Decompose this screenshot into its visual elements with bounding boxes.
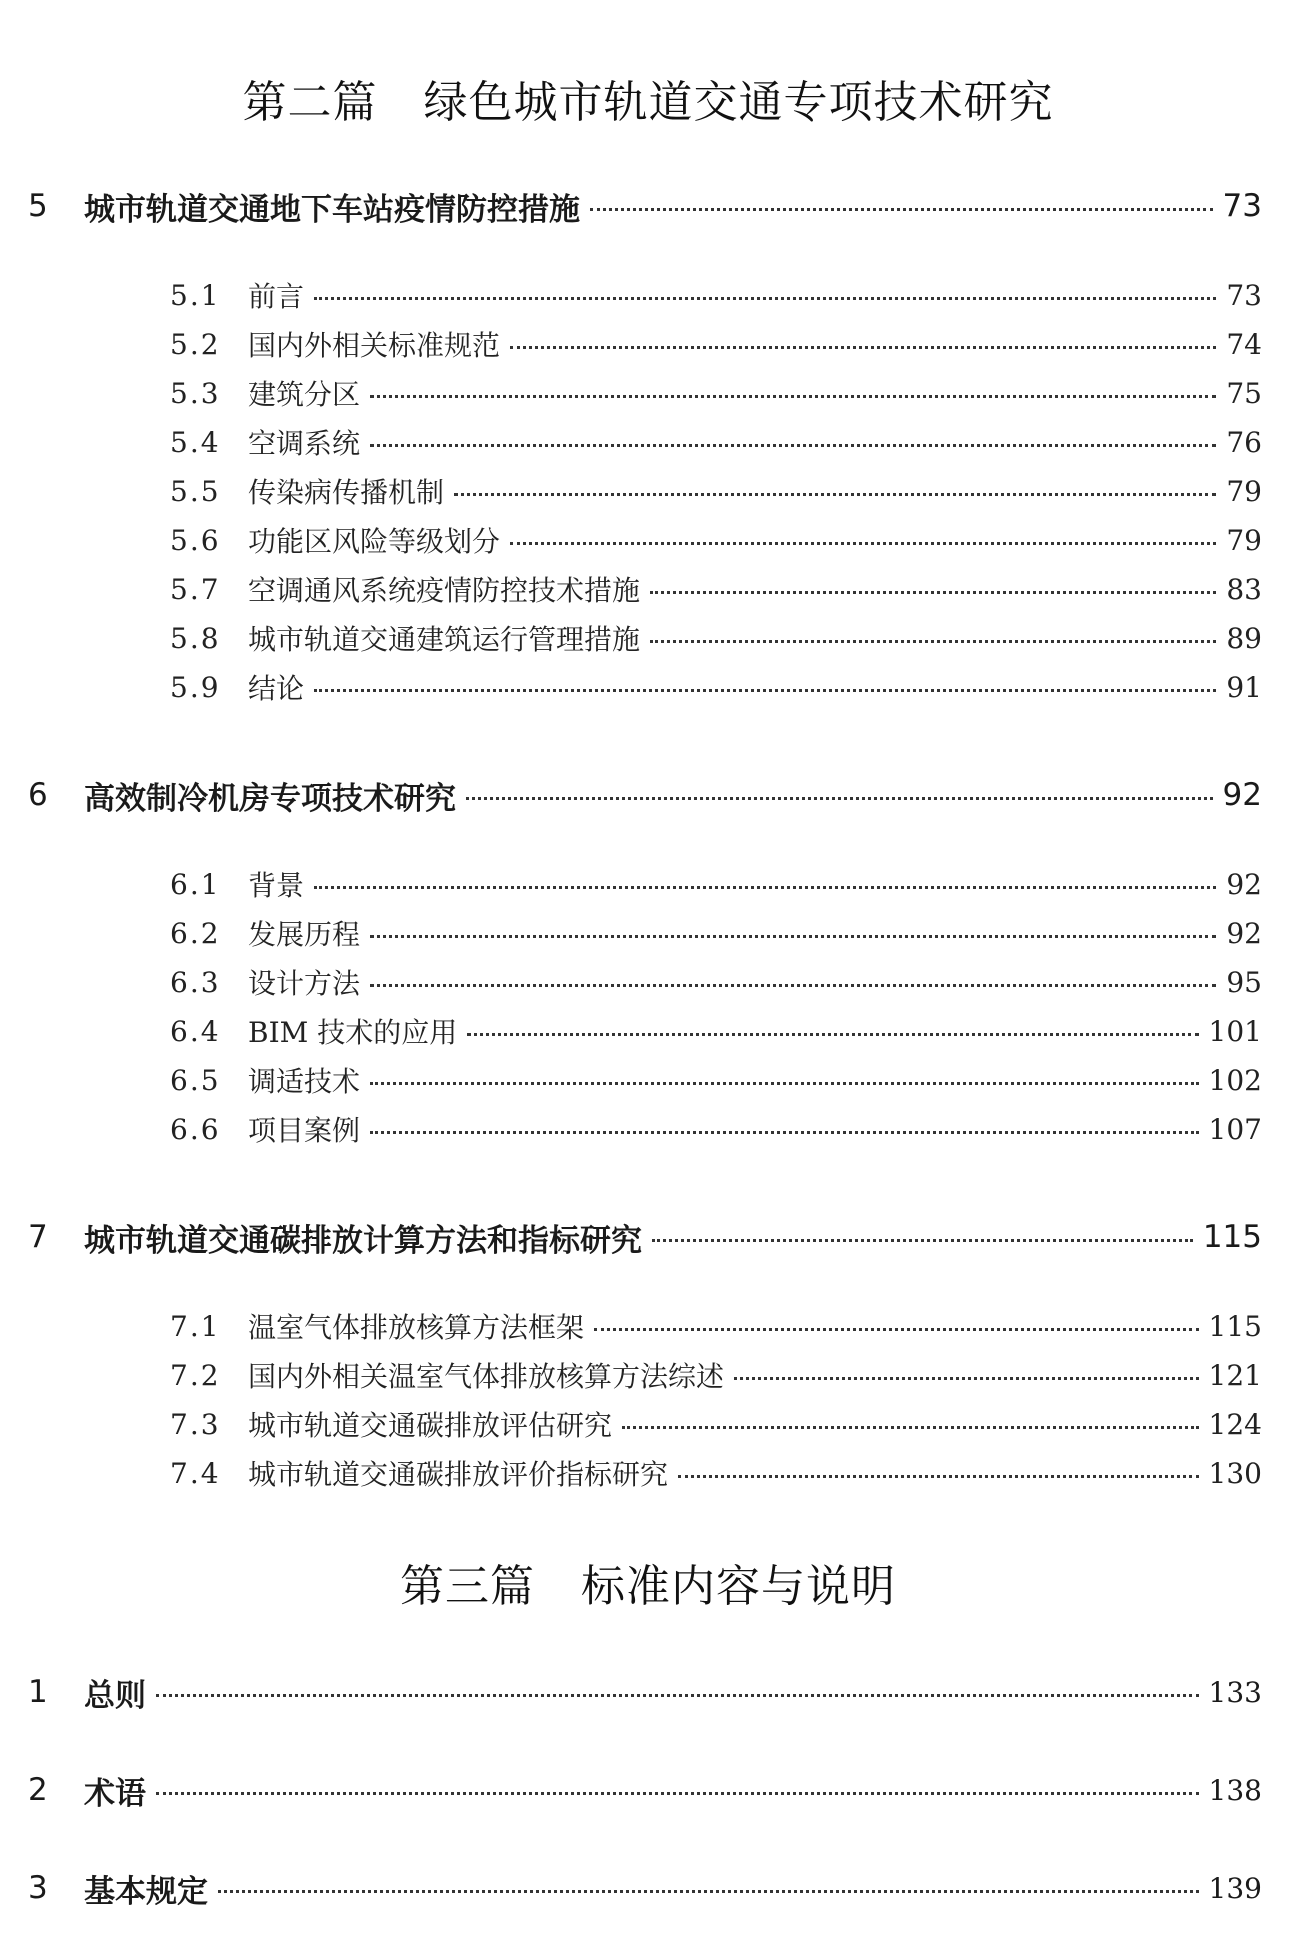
dot-leader <box>370 1129 1199 1134</box>
toc-section-5-9[interactable] <box>170 667 1262 707</box>
section-title: 背景 <box>248 869 305 902</box>
section-title: 前言 <box>248 280 305 313</box>
toc-section-7-3[interactable] <box>170 1404 1262 1444</box>
dot-leader <box>314 884 1216 889</box>
section-title: 建筑分区 <box>248 378 361 411</box>
section-number: 5.7 <box>170 572 221 606</box>
section-page: 102 <box>1208 1063 1262 1097</box>
section-title: 项目案例 <box>248 1114 361 1147</box>
section-title: 城市轨道交通建筑运行管理措施 <box>248 623 641 656</box>
toc-section-6-6[interactable] <box>170 1109 1262 1149</box>
section-title: 城市轨道交通碳排放评估研究 <box>248 1409 613 1442</box>
dot-leader <box>370 393 1216 398</box>
section-page: 101 <box>1208 1014 1262 1048</box>
section-title: 调适技术 <box>248 1065 361 1098</box>
toc-chapter-2[interactable] <box>28 1768 1262 1812</box>
toc-section-6-3[interactable] <box>170 962 1262 1002</box>
part-title <box>0 1550 1296 1614</box>
part-number: 第二篇 <box>242 77 378 128</box>
chapter-page: 73 <box>1222 188 1262 224</box>
section-page: 91 <box>1226 670 1262 704</box>
section-page: 92 <box>1226 916 1262 950</box>
toc-chapter-5[interactable] <box>28 184 1262 228</box>
section-title: 传染病传播机制 <box>248 476 445 509</box>
section-page: 74 <box>1226 327 1262 361</box>
toc-section-6-4[interactable] <box>170 1011 1262 1051</box>
section-number: 5.9 <box>170 670 221 704</box>
toc-section-5-1[interactable] <box>170 275 1262 315</box>
section-number: 6.2 <box>170 916 221 950</box>
section-title: 空调系统 <box>248 427 361 460</box>
dot-leader <box>734 1375 1199 1380</box>
section-title: 城市轨道交通碳排放评价指标研究 <box>248 1458 669 1491</box>
section-title: 功能区风险等级划分 <box>248 525 501 558</box>
chapter-page: 115 <box>1202 1219 1262 1255</box>
chapter-number: 1 <box>28 1674 48 1710</box>
section-page: 79 <box>1226 523 1262 557</box>
dot-leader <box>594 1326 1199 1331</box>
dot-leader <box>314 295 1216 300</box>
dot-leader <box>370 442 1216 447</box>
toc-section-5-3[interactable] <box>170 373 1262 413</box>
chapter-number: 5 <box>28 188 48 224</box>
dot-leader <box>510 344 1216 349</box>
dot-leader <box>370 1080 1199 1085</box>
section-title: 国内外相关标准规范 <box>248 329 501 362</box>
section-number: 5.4 <box>170 425 221 459</box>
chapter-page: 92 <box>1222 777 1262 813</box>
chapter-number: 3 <box>28 1870 48 1906</box>
part-name: 绿色城市轨道交通专项技术研究 <box>423 77 1054 128</box>
section-number: 5.2 <box>170 327 221 361</box>
section-page: 79 <box>1226 474 1262 508</box>
dot-leader <box>466 795 1213 800</box>
toc-section-5-8[interactable] <box>170 618 1262 658</box>
toc-section-5-5[interactable] <box>170 471 1262 511</box>
section-page: 124 <box>1208 1407 1262 1441</box>
toc-chapter-6[interactable] <box>28 773 1262 817</box>
toc-section-6-5[interactable] <box>170 1060 1262 1100</box>
toc-section-5-4[interactable] <box>170 422 1262 462</box>
dot-leader <box>156 1692 1199 1697</box>
section-page: 83 <box>1226 572 1262 606</box>
dot-leader <box>156 1790 1199 1795</box>
chapter-number: 7 <box>28 1219 48 1255</box>
dot-leader <box>370 933 1216 938</box>
toc-chapter-1[interactable] <box>28 1670 1262 1714</box>
toc-section-7-4[interactable] <box>170 1453 1262 1493</box>
section-number: 6.3 <box>170 965 221 999</box>
section-page: 89 <box>1226 621 1262 655</box>
chapter-title: 术语 <box>84 1775 146 1812</box>
dot-leader <box>650 638 1216 643</box>
toc-section-7-1[interactable] <box>170 1306 1262 1346</box>
toc-section-5-6[interactable] <box>170 520 1262 560</box>
dot-leader <box>454 491 1216 496</box>
part-name: 标准内容与说明 <box>581 1561 896 1612</box>
section-number: 7.2 <box>170 1358 221 1392</box>
chapter-page: 139 <box>1208 1871 1262 1905</box>
chapter-number: 6 <box>28 777 48 813</box>
dot-leader <box>652 1237 1193 1242</box>
section-number: 5.1 <box>170 278 221 312</box>
section-number: 7.4 <box>170 1456 221 1490</box>
dot-leader <box>510 540 1216 545</box>
toc-chapter-3[interactable] <box>28 1866 1262 1910</box>
section-title: 温室气体排放核算方法框架 <box>248 1311 585 1344</box>
toc-section-6-2[interactable] <box>170 913 1262 953</box>
section-number: 6.1 <box>170 867 221 901</box>
section-page: 95 <box>1226 965 1262 999</box>
section-number: 7.1 <box>170 1309 221 1343</box>
section-page: 130 <box>1208 1456 1262 1490</box>
section-page: 121 <box>1208 1358 1262 1392</box>
section-title: 国内外相关温室气体排放核算方法综述 <box>248 1360 725 1393</box>
dot-leader <box>314 687 1216 692</box>
section-title: 设计方法 <box>248 967 361 1000</box>
dot-leader <box>590 206 1213 211</box>
chapter-title: 城市轨道交通碳排放计算方法和指标研究 <box>84 1222 642 1259</box>
section-page: 107 <box>1208 1112 1262 1146</box>
section-number: 5.5 <box>170 474 221 508</box>
section-title: 发展历程 <box>248 918 361 951</box>
chapter-number: 2 <box>28 1772 48 1808</box>
toc-section-5-2[interactable] <box>170 324 1262 364</box>
dot-leader <box>650 589 1216 594</box>
dot-leader <box>622 1424 1199 1429</box>
toc-section-5-7[interactable] <box>170 569 1262 609</box>
chapter-title: 高效制冷机房专项技术研究 <box>84 780 456 817</box>
toc-section-6-1[interactable] <box>170 864 1262 904</box>
section-page: 75 <box>1226 376 1262 410</box>
section-number: 6.5 <box>170 1063 221 1097</box>
section-page: 76 <box>1226 425 1262 459</box>
chapter-title: 基本规定 <box>84 1873 208 1910</box>
chapter-title: 城市轨道交通地下车站疫情防控措施 <box>84 191 580 228</box>
toc-section-7-2[interactable] <box>170 1355 1262 1395</box>
section-number: 5.8 <box>170 621 221 655</box>
chapter-page: 133 <box>1208 1675 1262 1709</box>
toc-chapter-7[interactable] <box>28 1215 1262 1259</box>
section-title: 结论 <box>248 672 305 705</box>
section-number: 5.6 <box>170 523 221 557</box>
section-title: 空调通风系统疫情防控技术措施 <box>248 574 641 607</box>
section-page: 115 <box>1208 1309 1262 1343</box>
chapter-page: 138 <box>1208 1773 1262 1807</box>
dot-leader <box>467 1031 1198 1036</box>
section-page: 92 <box>1226 867 1262 901</box>
section-page: 73 <box>1226 278 1262 312</box>
section-number: 7.3 <box>170 1407 221 1441</box>
part-title <box>0 66 1296 130</box>
dot-leader <box>218 1888 1199 1893</box>
section-number: 6.6 <box>170 1112 221 1146</box>
chapter-title: 总则 <box>84 1677 146 1714</box>
section-title: BIM 技术的应用 <box>248 1016 458 1049</box>
dot-leader <box>370 982 1216 987</box>
dot-leader <box>678 1473 1199 1478</box>
section-number: 6.4 <box>170 1014 221 1048</box>
section-number: 5.3 <box>170 376 221 410</box>
part-number: 第三篇 <box>400 1561 535 1612</box>
